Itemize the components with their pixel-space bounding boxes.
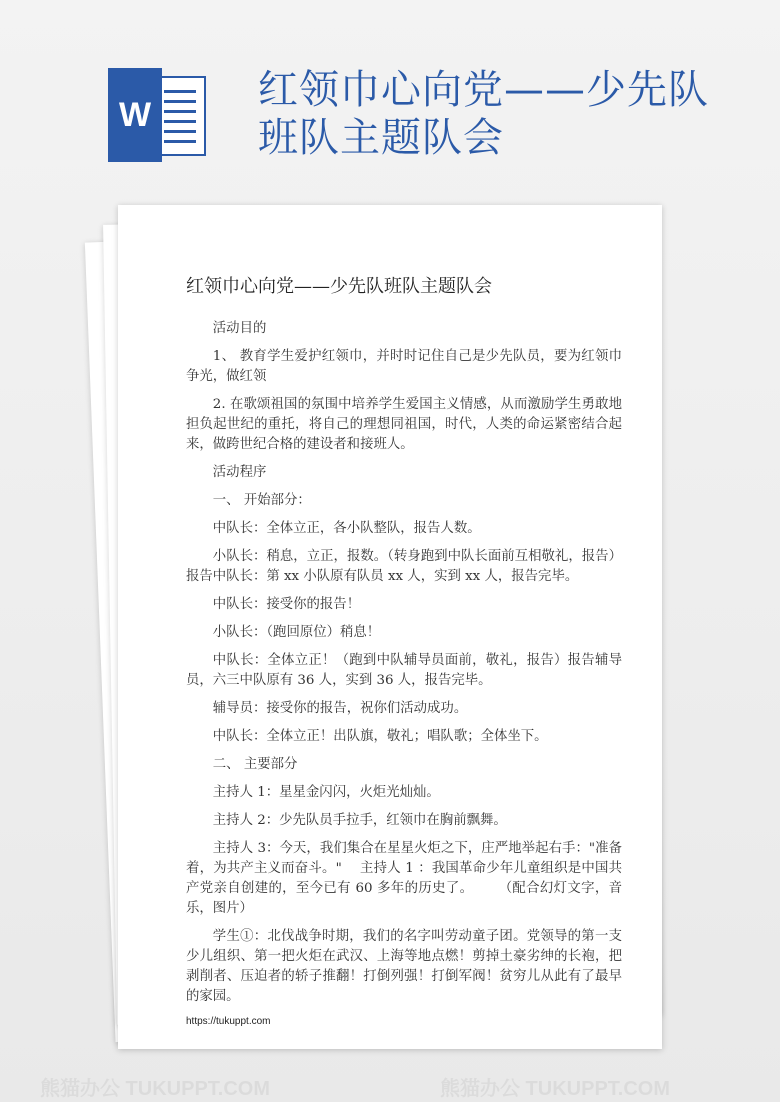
paragraph: 中队长：接受你的报告！ [212,597,361,612]
paragraph: 辅导员：接受你的报告，祝你们活动成功。 [212,701,468,716]
paragraph: 主持人 3：今天，我们集合在星星火炬之下，庄严地举起右手："准备着，为共产主义而奋斗。" 主持人 1 ：我国革命少年儿童组织是中国共产党亲自创建的，至今已有 60 多年的历史了。 （配合幻灯文字，音乐，图片） [186,841,622,916]
paragraph: 中队长：全体立正！（跑到中队辅导员面前，敬礼，报告）报告辅导员，六三中队原有 36 人，实到 36 人，报告完毕。 [186,653,622,688]
document-page [118,205,662,1049]
paragraph: 学生①：北伐战争时期，我们的名字叫劳动童子团。党领导的第一支少儿组织、第一把火炬在武汉、上海等地点燃！剪掉土豪劣绅的长袍，把剥削者、压迫者的轿子推翻！打倒列强！打倒军阀！贫穷儿从此有了最早的家园。 [186,929,622,1004]
paragraph: 一、 开始部分： [212,493,311,508]
word-logo-letter: W [108,68,162,162]
paragraph: 1、 教育学生爱护红领巾，并时时记住自己是少先队员，要为红领巾争光，做红领 [186,349,622,384]
watermark: 熊猫办公 TUKUPPT.COM [440,1078,670,1100]
paragraph: 2. 在歌颂祖国的氛围中培养学生爱国主义情感，从而激励学生勇敢地担负起世纪的重托，将自己的理想同祖国，时代，人类的命运紧密结合起来，做跨世纪合格的建设者和接班人。 [186,397,622,452]
paragraph: 中队长：全体立正！出队旗，敬礼；唱队歌；全体坐下。 [212,729,548,744]
paragraph: 二、 主要部分 [212,757,298,772]
paragraph: 活动目的 [212,321,267,336]
footer-url[interactable]: https://tukuppt.com [186,1016,271,1027]
document-title: 红领巾心向党——少先队班队主题队会 [186,276,492,297]
hero-title: 红领巾心向党——少先队班队主题队会 [258,67,709,161]
paragraph: 主持人 2：少先队员手拉手，红领巾在胸前飘舞。 [212,813,507,828]
paragraph: 小队长：稍息，立正，报数。（转身跑到中队长面前互相敬礼，报告）报告中队长：第 xx 小队原有队员 xx 人，实到 xx 人，报告完毕。 [186,549,622,584]
paragraph: 中队长：全体立正，各小队整队，报告人数。 [212,521,481,536]
paragraph: 活动程序 [212,465,267,480]
paragraph: 小队长：（跑回原位）稍息！ [212,625,381,640]
watermark: 熊猫办公 TUKUPPT.COM [40,1078,270,1100]
document-body [186,319,622,1007]
paragraph: 主持人 1：星星金闪闪，火炬光灿灿。 [212,785,440,800]
word-icon [108,68,208,162]
